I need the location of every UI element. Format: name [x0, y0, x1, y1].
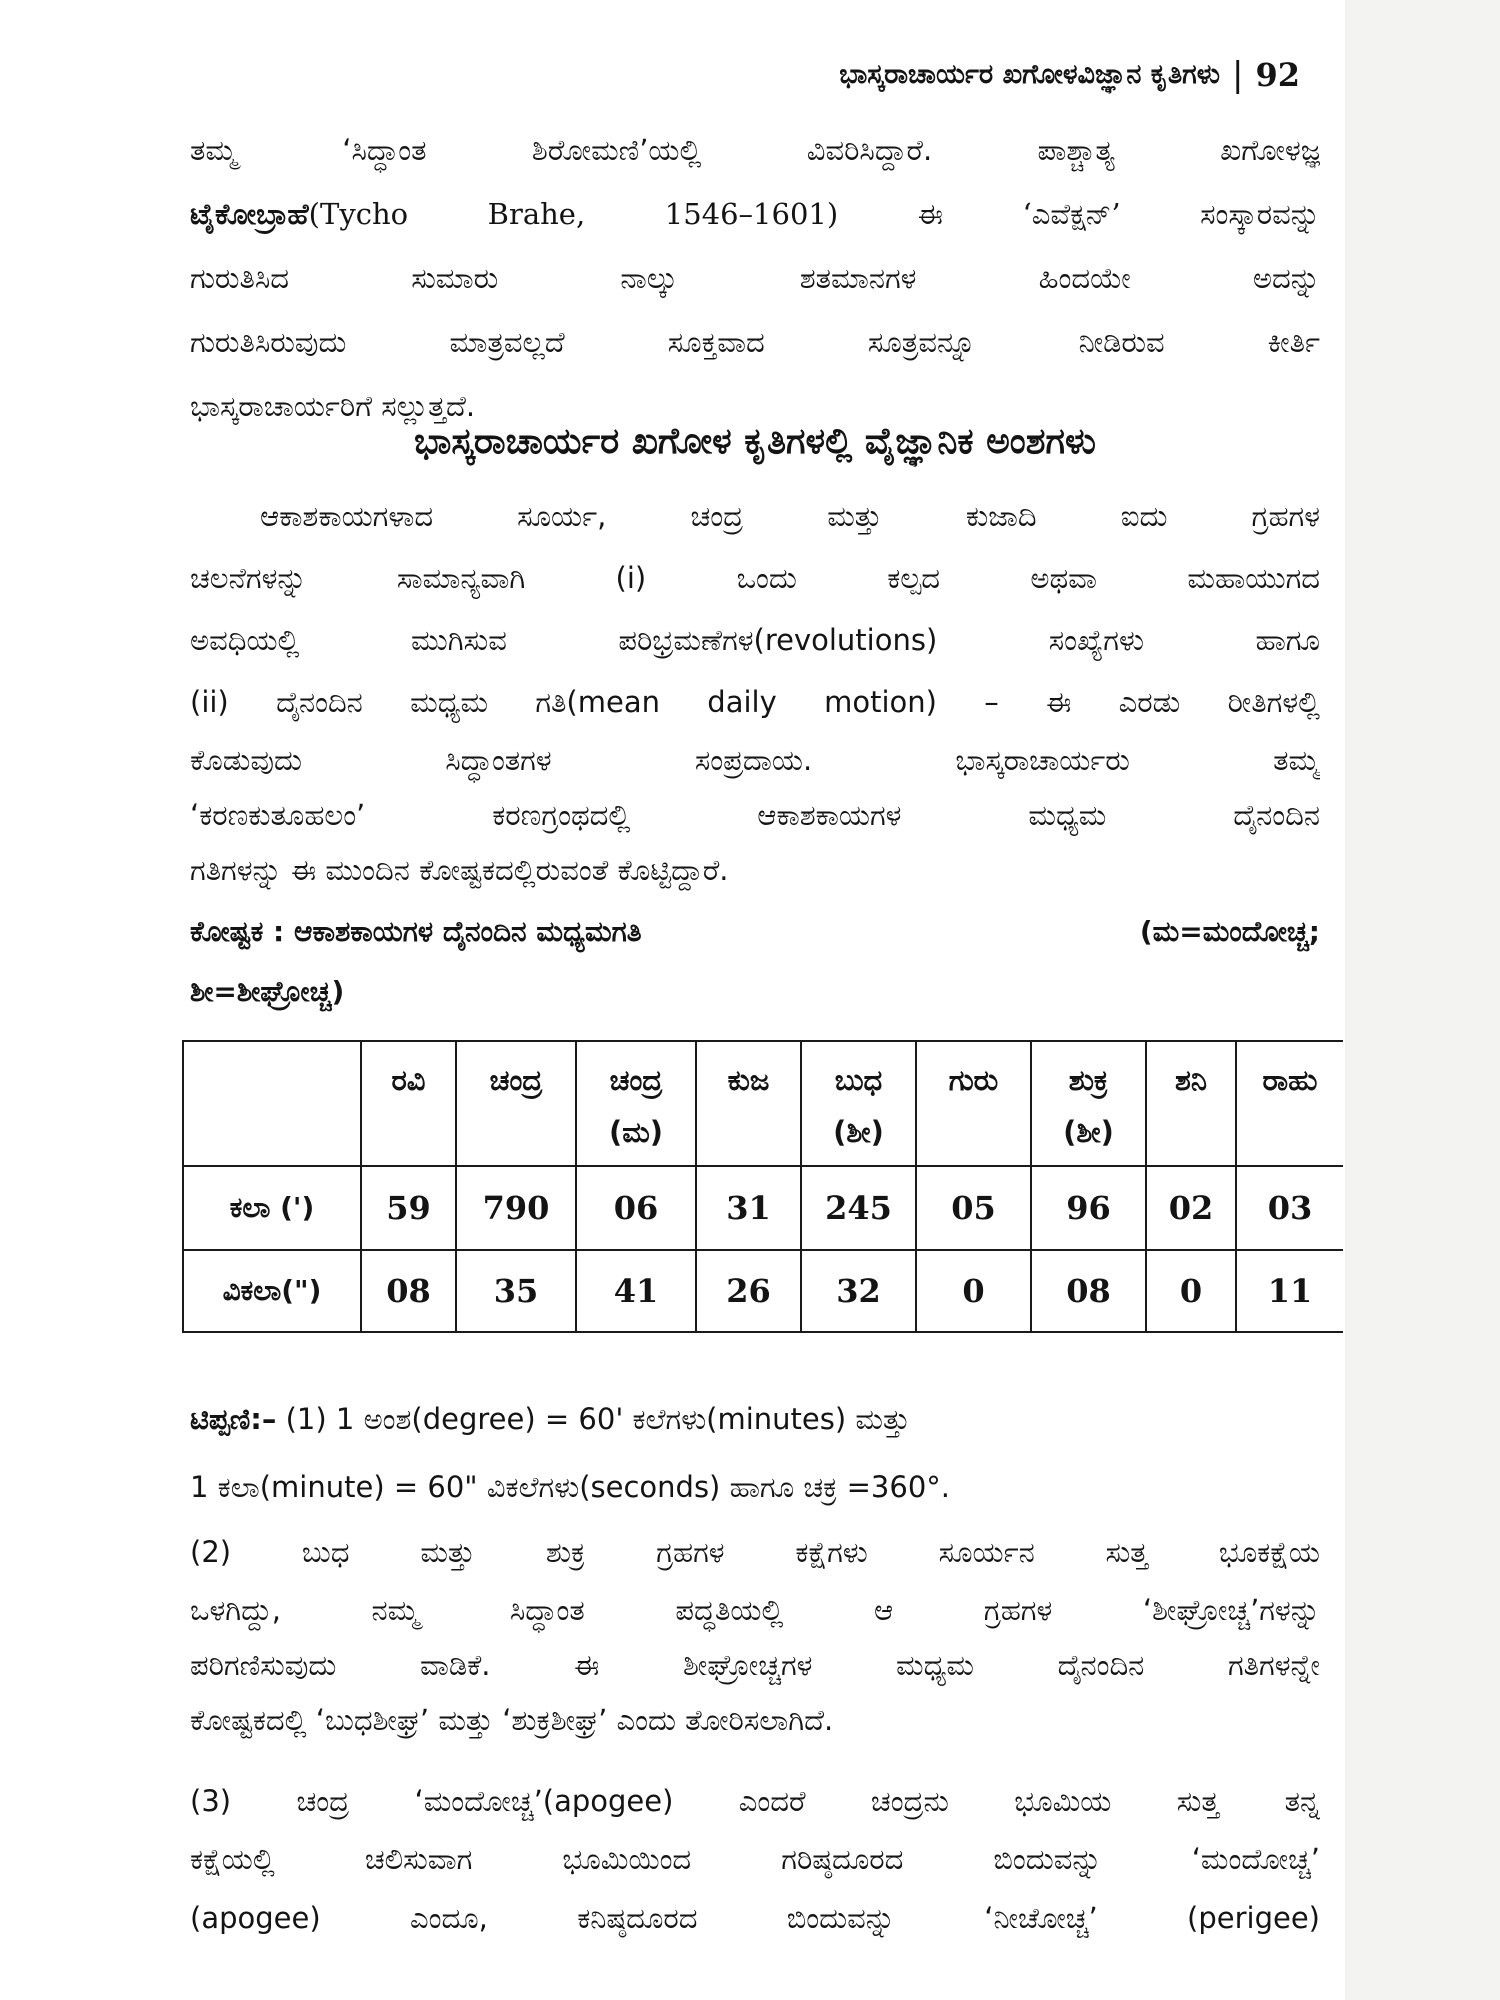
table-header-cell: ರಾಹು	[1236, 1041, 1343, 1166]
table-header-cell: ಚಂದ್ರ (ಮ)	[576, 1041, 696, 1166]
bold-name: ಟೈಕೋಬ್ರಾಹೆ	[190, 197, 309, 231]
note-line: ಒಳಗಿದ್ದು, ನಮ್ಮ ಸಿದ್ಧಾಂತ ಪದ್ಧತಿಯಲ್ಲಿ ಆ ಗ್ರಹಗಳ ‘ಶೀಘ್ರೋಚ್ಚ’ಗಳನ್ನು	[190, 1593, 1320, 1627]
table-cell: 02	[1146, 1166, 1236, 1250]
table-cell: 0	[1146, 1250, 1236, 1332]
text-line: ಚಲನೆಗಳನ್ನು ಸಾಮಾನ್ಯವಾಗಿ (i) ಒಂದು ಕಲ್ಪದ ಅಥವಾ ಮಹಾಯುಗದ	[190, 561, 1320, 595]
table-legend-2: ಶೀ=ಶೀಘ್ರೋಚ್ಚ)	[190, 975, 345, 1008]
note-line: (2) ಬುಧ ಮತ್ತು ಶುಕ್ರ ಗ್ರಹಗಳ ಕಕ್ಷೆಗಳು ಸೂರ್ಯನ ಸುತ್ತ ಭೂಕಕ್ಷೆಯ	[190, 1535, 1320, 1569]
text-line: ಗುರುತಿಸಿದ ಸುಮಾರು ನಾಲ್ಕು ಶತಮಾನಗಳ ಹಿಂದಯೇ ಅದನ್ನು	[190, 261, 1320, 295]
table-cell: 06	[576, 1166, 696, 1250]
table-cell: 32	[801, 1250, 916, 1332]
table-cell: 05	[916, 1166, 1031, 1250]
note-line: ಕಕ್ಷೆಯಲ್ಲಿ ಚಲಿಸುವಾಗ ಭೂಮಿಯಿಂದ ಗರಿಷ್ಠದೂರದ ಬಿಂದುವನ್ನು ‘ಮಂದೋಚ್ಚ’	[190, 1842, 1320, 1876]
note-line: (apogee) ಎಂದೂ, ಕನಿಷ್ಠದೂರದ ಬಿಂದುವನ್ನು ‘ನೀಚೋಚ್ಚ’ (perigee)	[190, 1901, 1320, 1935]
table-corner-cell	[183, 1041, 361, 1166]
running-title: ಭಾಸ್ಕರಾಚಾರ್ಯರ ಖಗೋಳವಿಜ್ಞಾನ ಕೃತಿಗಳು	[839, 59, 1220, 90]
table-header-cell: ರವಿ	[361, 1041, 456, 1166]
table-cell: 31	[696, 1166, 801, 1250]
table-caption	[190, 912, 1320, 952]
table-header-row	[183, 1041, 1343, 1166]
text-line: ತಮ್ಮ ‘ಸಿದ್ಧಾಂತ ಶಿರೋಮಣಿ’ಯಲ್ಲಿ ವಿವರಿಸಿದ್ದಾರೆ. ಪಾಶ್ಚಾತ್ಯ ಖಗೋಳಜ್ಞ	[190, 133, 1320, 167]
table-row	[183, 1166, 1343, 1250]
text-line: ಟೈಕೋಬ್ರಾಹೆ(Tycho Brahe, 1546–1601) ಈ ‘ಎವೆಕ್ಷನ್’ ಸಂಸ್ಕಾರವನ್ನು	[190, 197, 1320, 231]
page-number: 92	[1255, 56, 1300, 94]
table-row	[183, 1250, 1343, 1332]
running-header	[650, 40, 1300, 110]
row-label: ವಿಕಲಾ(")	[183, 1250, 361, 1332]
text-line: ಕೊಡುವುದು ಸಿದ್ಧಾಂತಗಳ ಸಂಪ್ರದಾಯ. ಭಾಸ್ಕರಾಚಾರ್ಯರು ತಮ್ಮ	[190, 743, 1320, 777]
table-header-cell: ಶುಕ್ರ (ಶೀ)	[1031, 1041, 1146, 1166]
paragraph-2	[190, 485, 1320, 898]
header-separator: |	[1232, 55, 1244, 95]
text-line: ಗತಿಗಳನ್ನು ಈ ಮುಂದಿನ ಕೋಷ್ಟಕದಲ್ಲಿರುವಂತೆ ಕೊಟ್ಟಿದ್ದಾರೆ.	[190, 853, 729, 887]
table-cell: 790	[456, 1166, 576, 1250]
note-line: ಟಿಪ್ಪಣಿ:– (1) 1 ಅಂಶ(degree) = 60' ಕಲೆಗಳು(minutes) ಮತ್ತು	[190, 1402, 911, 1436]
table-header-cell: ಗುರು	[916, 1041, 1031, 1166]
table-cell: 96	[1031, 1166, 1146, 1250]
text-line: ಆಕಾಶಕಾಯಗಳಾದ ಸೂರ್ಯ, ಚಂದ್ರ ಮತ್ತು ಕುಜಾದಿ ಐದು ಗ್ರಹಗಳ	[260, 499, 1320, 533]
table-header-cell: ಬುಧ (ಶೀ)	[801, 1041, 916, 1166]
text-line: (ii) ದೈನಂದಿನ ಮಧ್ಯಮ ಗತಿ(mean daily motion) – ಈ ಎರಡು ರೀತಿಗಳಲ್ಲಿ	[190, 685, 1320, 719]
table-title: ಕೋಷ್ಟಕ : ಆಕಾಶಕಾಯಗಳ ದೈನಂದಿನ ಮಧ್ಯಮಗತಿ	[190, 915, 642, 948]
text-line: ಭಾಸ್ಕರಾಚಾರ್ಯರಿಗೆ ಸಲ್ಲುತ್ತದೆ.	[190, 389, 476, 423]
note-line: ಕೋಷ್ಟಕದಲ್ಲಿ ‘ಬುಧಶೀಘ್ರ’ ಮತ್ತು ‘ಶುಕ್ರಶೀಘ್ರ’ ಎಂದು ತೋರಿಸಲಾಗಿದೆ.	[190, 1703, 834, 1737]
table-cell: 11	[1236, 1250, 1343, 1332]
table-cell: 08	[1031, 1250, 1146, 1332]
table-legend-1: (ಮ=ಮಂದೋಚ್ಚ;	[1139, 915, 1320, 948]
table-cell: 26	[696, 1250, 801, 1332]
table-cell: 41	[576, 1250, 696, 1332]
table-header-cell: ಶನಿ	[1146, 1041, 1236, 1166]
mean-daily-motion-table	[182, 1040, 1343, 1333]
note-line: 1 ಕಲಾ(minute) = 60" ವಿಕಲೆಗಳು(seconds) ಹಾಗೂ ಚಕ್ರ =360°.	[190, 1470, 951, 1504]
text-line: ‘ಕರಣಕುತೂಹಲಂ’ ಕರಣಗ್ರಂಥದಲ್ಲಿ ಆಕಾಶಕಾಯಗಳ ಮಧ್ಯಮ ದೈನಂದಿನ	[190, 798, 1320, 832]
page-edge-shade	[1345, 0, 1500, 2000]
table-header-cell: ಚಂದ್ರ	[456, 1041, 576, 1166]
text-line: ಅವಧಿಯಲ್ಲಿ ಮುಗಿಸುವ ಪರಿಭ್ರಮಣೆಗಳ(revolutions) ಸಂಖ್ಯೆಗಳು ಹಾಗೂ	[190, 623, 1320, 657]
note-line: ಪರಿಗಣಿಸುವುದು ವಾಡಿಕೆ. ಈ ಶೀಘ್ರೋಚ್ಚಗಳ ಮಧ್ಯಮ ದೈನಂದಿನ ಗತಿಗಳನ್ನೇ	[190, 1648, 1320, 1682]
row-label: ಕಲಾ (')	[183, 1166, 361, 1250]
notes-label: ಟಿಪ್ಪಣಿ:–	[190, 1402, 277, 1436]
table-cell: 245	[801, 1166, 916, 1250]
paragraph-1	[190, 118, 1320, 438]
table-cell: 08	[361, 1250, 456, 1332]
table-header-cell: ಕುಜ	[696, 1041, 801, 1166]
table-cell: 35	[456, 1250, 576, 1332]
table-cell: 59	[361, 1166, 456, 1250]
section-heading: ಭಾಸ್ಕರಾಚಾರ್ಯರ ಖಗೋಳ ಕೃತಿಗಳಲ್ಲಿ ವೈಜ್ಞಾನಿಕ ಅಂಶಗಳು	[414, 421, 1096, 462]
table-cell: 0	[916, 1250, 1031, 1332]
table-cell: 03	[1236, 1166, 1343, 1250]
note-line: (3) ಚಂದ್ರ ‘ಮಂದೋಚ್ಚ’(apogee) ಎಂದರೆ ಚಂದ್ರನು ಭೂಮಿಯ ಸುತ್ತ ತನ್ನ	[190, 1784, 1320, 1818]
text-line: ಗುರುತಿಸಿರುವುದು ಮಾತ್ರವಲ್ಲದೆ ಸೂಕ್ತವಾದ ಸೂತ್ರವನ್ನೂ ನೀಡಿರುವ ಕೀರ್ತಿ	[190, 325, 1320, 359]
notes-section	[190, 1385, 1320, 1949]
